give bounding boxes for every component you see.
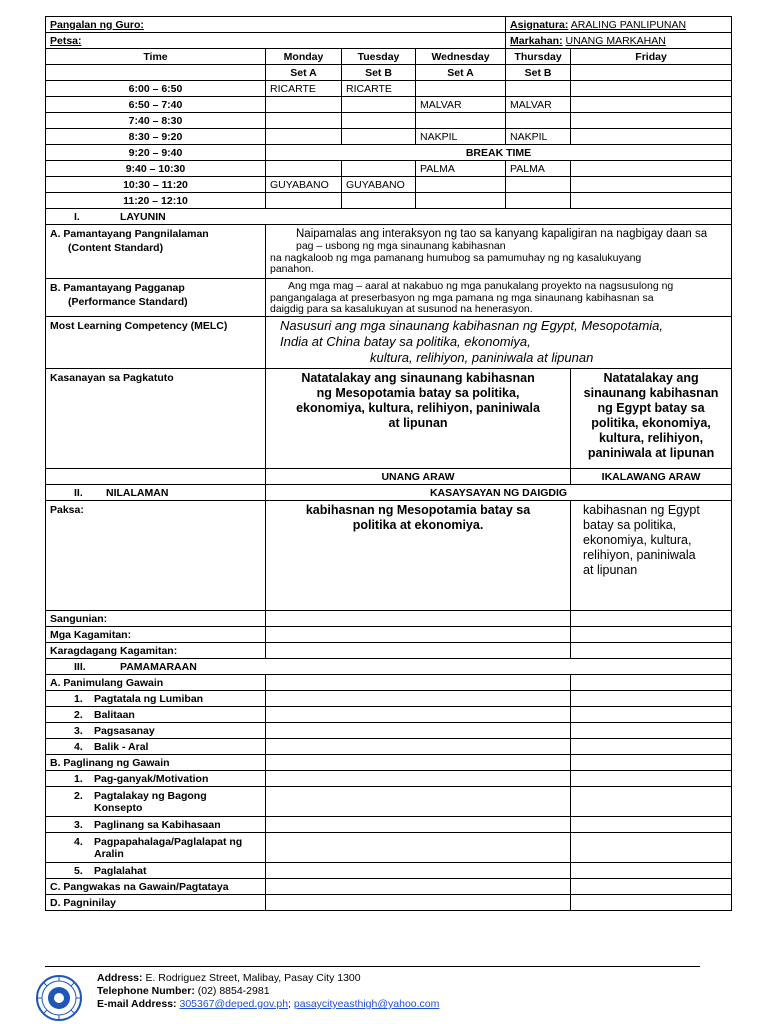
performance-standard-row [46,279,732,317]
list-item: 1. Pagtatala ng Lumiban [46,691,732,707]
melc-row [46,317,732,369]
footer-contact: Address: E. Rodriguez Street, Malibay, Pasay City 1300 Telephone Number: (02) 8854-2981 E-mail Address: 305367@deped.gov.ph; pasaycityeasthigh@yahoo.com [97,972,440,1010]
col-tuesday: Tuesday [342,49,416,65]
paglinang-row: B. Paglinang ng Gawain [46,755,732,771]
col-friday: Friday [571,49,732,65]
col-monday: Monday [266,49,342,65]
schedule-header-row [46,49,732,65]
break-row [46,145,732,161]
kasanayan-day2: Natatalakay ang sinaunang kabihasnan ng Egypt batay sa politika, ekonomiya, kultura, relihiyon, paniniwala at lipunan [571,369,732,469]
performance-standard-label: B. Pamantayang Pagganap (Performance Standard) [46,279,266,317]
schedule-row: 7:40 – 8:30 [46,113,732,129]
section-pamamaraan: III. PAMAMARAAN [46,659,732,675]
break-label: BREAK TIME [266,145,732,161]
set-tuesday: Set B [342,65,416,81]
lesson-plan-document [45,16,731,911]
day1-label: UNANG ARAW [266,469,571,485]
paksa-day2: kabihasnan ng Egypt batay sa politika, ekonomiya, kultura, relihiyon, paniniwala at lipunan [571,501,732,611]
subject-title: KASAYSAYAN NG DAIGDIG [266,485,732,501]
day2-label: IKALAWANG ARAW [571,469,732,485]
email-link-yahoo[interactable]: pasaycityeasthigh@yahoo.com [293,998,440,1010]
deped-seal-icon [35,974,83,1022]
footer-divider [45,966,700,967]
phone-value: (02) 8854-2981 [197,985,270,997]
set-monday: Set A [266,65,342,81]
list-item: 2. Balitaan [46,707,732,723]
paksa-row [46,501,732,611]
subject-label: Asignatura: [510,18,569,31]
sangunian-row: Sangunian: [46,611,732,627]
email-link-deped[interactable]: 305367@deped.gov.ph [179,998,289,1010]
section-heading: LAYUNIN [120,210,166,223]
list-item: 5. Paglalahat [46,863,732,879]
quarter-label: Markahan: [510,34,563,47]
schedule-set-row [46,65,732,81]
list-item: 4. Pagpapahalaga/Paglalapat ng Aralin [46,833,732,863]
list-item: 3. Pagsasanay [46,723,732,739]
schedule-row: 6:50 – 7:40 MALVAR MALVAR [46,97,732,113]
content-standard-label: A. Pamantayang Pangnilalaman (Content Standard) [46,225,266,279]
header-row-1 [46,17,732,33]
schedule-row: 11:20 – 12:10 [46,193,732,209]
list-item: 4. Balik - Aral [46,739,732,755]
address-value: E. Rodriguez Street, Malibay, Pasay City 1300 [145,972,361,984]
schedule-row: 10:30 – 11:20 GUYABANO GUYABANO [46,177,732,193]
section-heading: PAMAMARAAN [120,660,197,673]
performance-standard-text: Ang mga mag – aaral at nakabuo ng mga panukalang proyekto na nagsusulong ng pangangalaga at preserbasyon ng mga pamana ng mga sinaunang kabihasnan sa daigdig para sa kasalukuyan at susunod na henerasyon. [266,279,732,317]
melc-label: Most Learning Competency (MELC) [46,317,266,369]
set-wednesday: Set A [416,65,506,81]
paksa-day1: kabihasnan ng Mesopotamia batay sa politika at ekonomiya. [266,501,571,611]
section-layunin: I. LAYUNIN [46,209,732,225]
quarter-value: UNANG MARKAHAN [565,34,666,47]
kasanayan-day1: Natatalakay ang sinaunang kabihasnan ng Mesopotamia batay sa politika, ekonomiya, kultura, relihiyon, paniniwala at lipunan [266,369,571,469]
col-time: Time [46,49,266,65]
section-heading: NILALAMAN [106,486,169,499]
paksa-label: Paksa: [46,501,266,611]
teacher-label: Pangalan ng Guro: [46,17,506,33]
content-standard-row [46,225,732,279]
address-label: Address: [97,972,143,984]
schedule-row: 8:30 – 9:20 NAKPIL NAKPIL [46,129,732,145]
schedule-row: 9:40 – 10:30 PALMA PALMA [46,161,732,177]
subject-value: ARALING PANLIPUNAN [570,18,687,31]
day-row [46,469,732,485]
melc-text: Nasusuri ang mga sinaunang kabihasnan ng Egypt, Mesopotamia, India at China batay sa politika, ekonomiya, kultura, relihiyon, paniniwala at lipunan [266,317,732,369]
break-time: 9:20 – 9:40 [46,145,266,161]
quarter-cell [506,33,732,49]
kasanayan-label: Kasanayan sa Pagkatuto [46,369,266,469]
schedule-row: 6:00 – 6:50 RICARTE RICARTE [46,81,732,97]
date-label: Petsa: [46,33,506,49]
pagninilay-row: D. Pagninilay [46,895,732,911]
header-row-2 [46,33,732,49]
lesson-plan-table [45,16,732,911]
kagamitan-row: Mga Kagamitan: [46,627,732,643]
list-item: 3. Paglinang sa Kabihasaan [46,817,732,833]
panimulang-row: A. Panimulang Gawain [46,675,732,691]
pangwakas-row: C. Pangwakas na Gawain/Pagtataya [46,879,732,895]
col-thursday: Thursday [506,49,571,65]
list-item: 1. Pag-ganyak/Motivation [46,771,732,787]
email-label: E-mail Address: [97,998,177,1010]
karagdagang-row: Karagdagang Kagamitan: [46,643,732,659]
kasanayan-row [46,369,732,469]
col-wednesday: Wednesday [416,49,506,65]
content-standard-text: Naipamalas ang interaksyon ng tao sa kanyang kapaligiran na nagbigay daan sa pag – usbong ng mga sinaunang kabihasnan na nagkaloob ng mga pamanang humubog sa pamumuhay ng ng kasalukuyang panahon. [266,225,732,279]
phone-label: Telephone Number: [97,985,195,997]
section-nilalaman: II. NILALAMAN KASAYSAYAN NG DAIGDIG [46,485,732,501]
set-thursday: Set B [506,65,571,81]
list-item: 2. Pagtalakay ng Bagong Konsepto [46,787,732,817]
subject-cell [506,17,732,33]
